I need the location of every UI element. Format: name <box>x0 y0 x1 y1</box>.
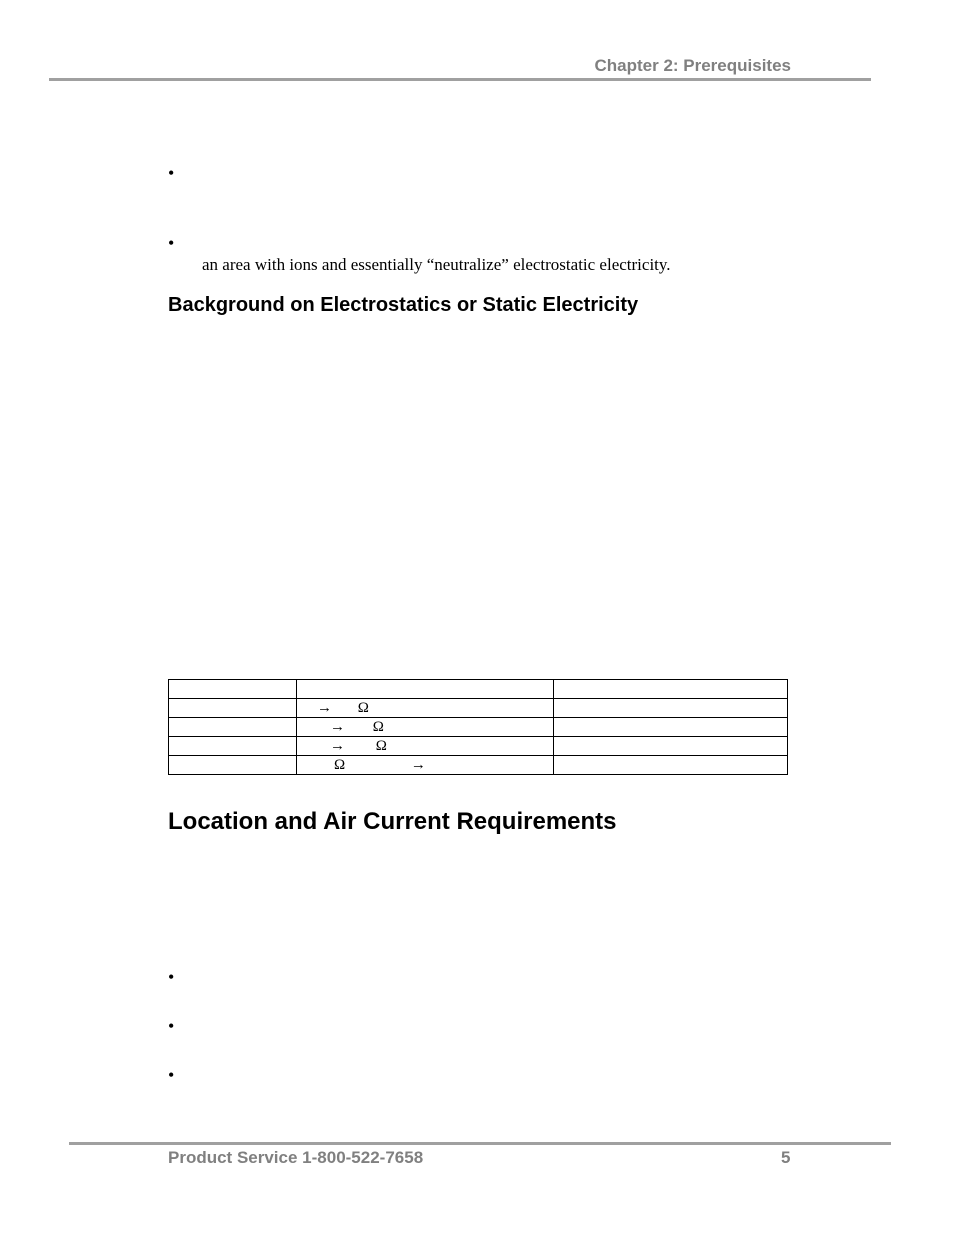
table-cell <box>554 699 788 718</box>
table-cell <box>554 680 788 699</box>
table-row <box>169 756 788 775</box>
table-cell: → Ω <box>297 699 554 718</box>
resistance-table <box>168 679 788 775</box>
bullet-4: • <box>168 1016 175 1036</box>
table-cell <box>297 680 554 699</box>
table-row <box>169 718 788 737</box>
table-cell <box>554 718 788 737</box>
bullet-5: • <box>168 1065 175 1085</box>
bullet-1: • <box>168 163 175 183</box>
section-heading-electrostatics: Background on Electrostatics or Static Electricity <box>168 294 639 316</box>
table-cell <box>169 756 297 775</box>
footer-rule <box>69 1142 891 1145</box>
bullet-2-text: an area with ions and essentially “neutralize” electrostatic electricity. <box>202 255 671 274</box>
table-cell: → Ω <box>297 737 554 756</box>
table-cell <box>554 737 788 756</box>
table-cell <box>554 756 788 775</box>
product-service-phone: Product Service 1-800-522-7658 <box>168 1148 424 1167</box>
table-cell <box>169 680 297 699</box>
table-row <box>169 680 788 699</box>
table-cell <box>169 718 297 737</box>
table-cell <box>169 699 297 718</box>
bullet-2: • <box>168 233 175 253</box>
table-cell <box>169 737 297 756</box>
chapter-title: Chapter 2: Prerequisites <box>594 56 791 75</box>
bullet-3: • <box>168 967 175 987</box>
table-row <box>169 737 788 756</box>
page-number: 5 <box>781 1148 791 1167</box>
section-heading-location: Location and Air Current Requirements <box>168 808 617 835</box>
header-rule <box>49 78 871 81</box>
table-cell: → Ω <box>297 718 554 737</box>
table-cell: Ω → <box>297 756 554 775</box>
table-row <box>169 699 788 718</box>
